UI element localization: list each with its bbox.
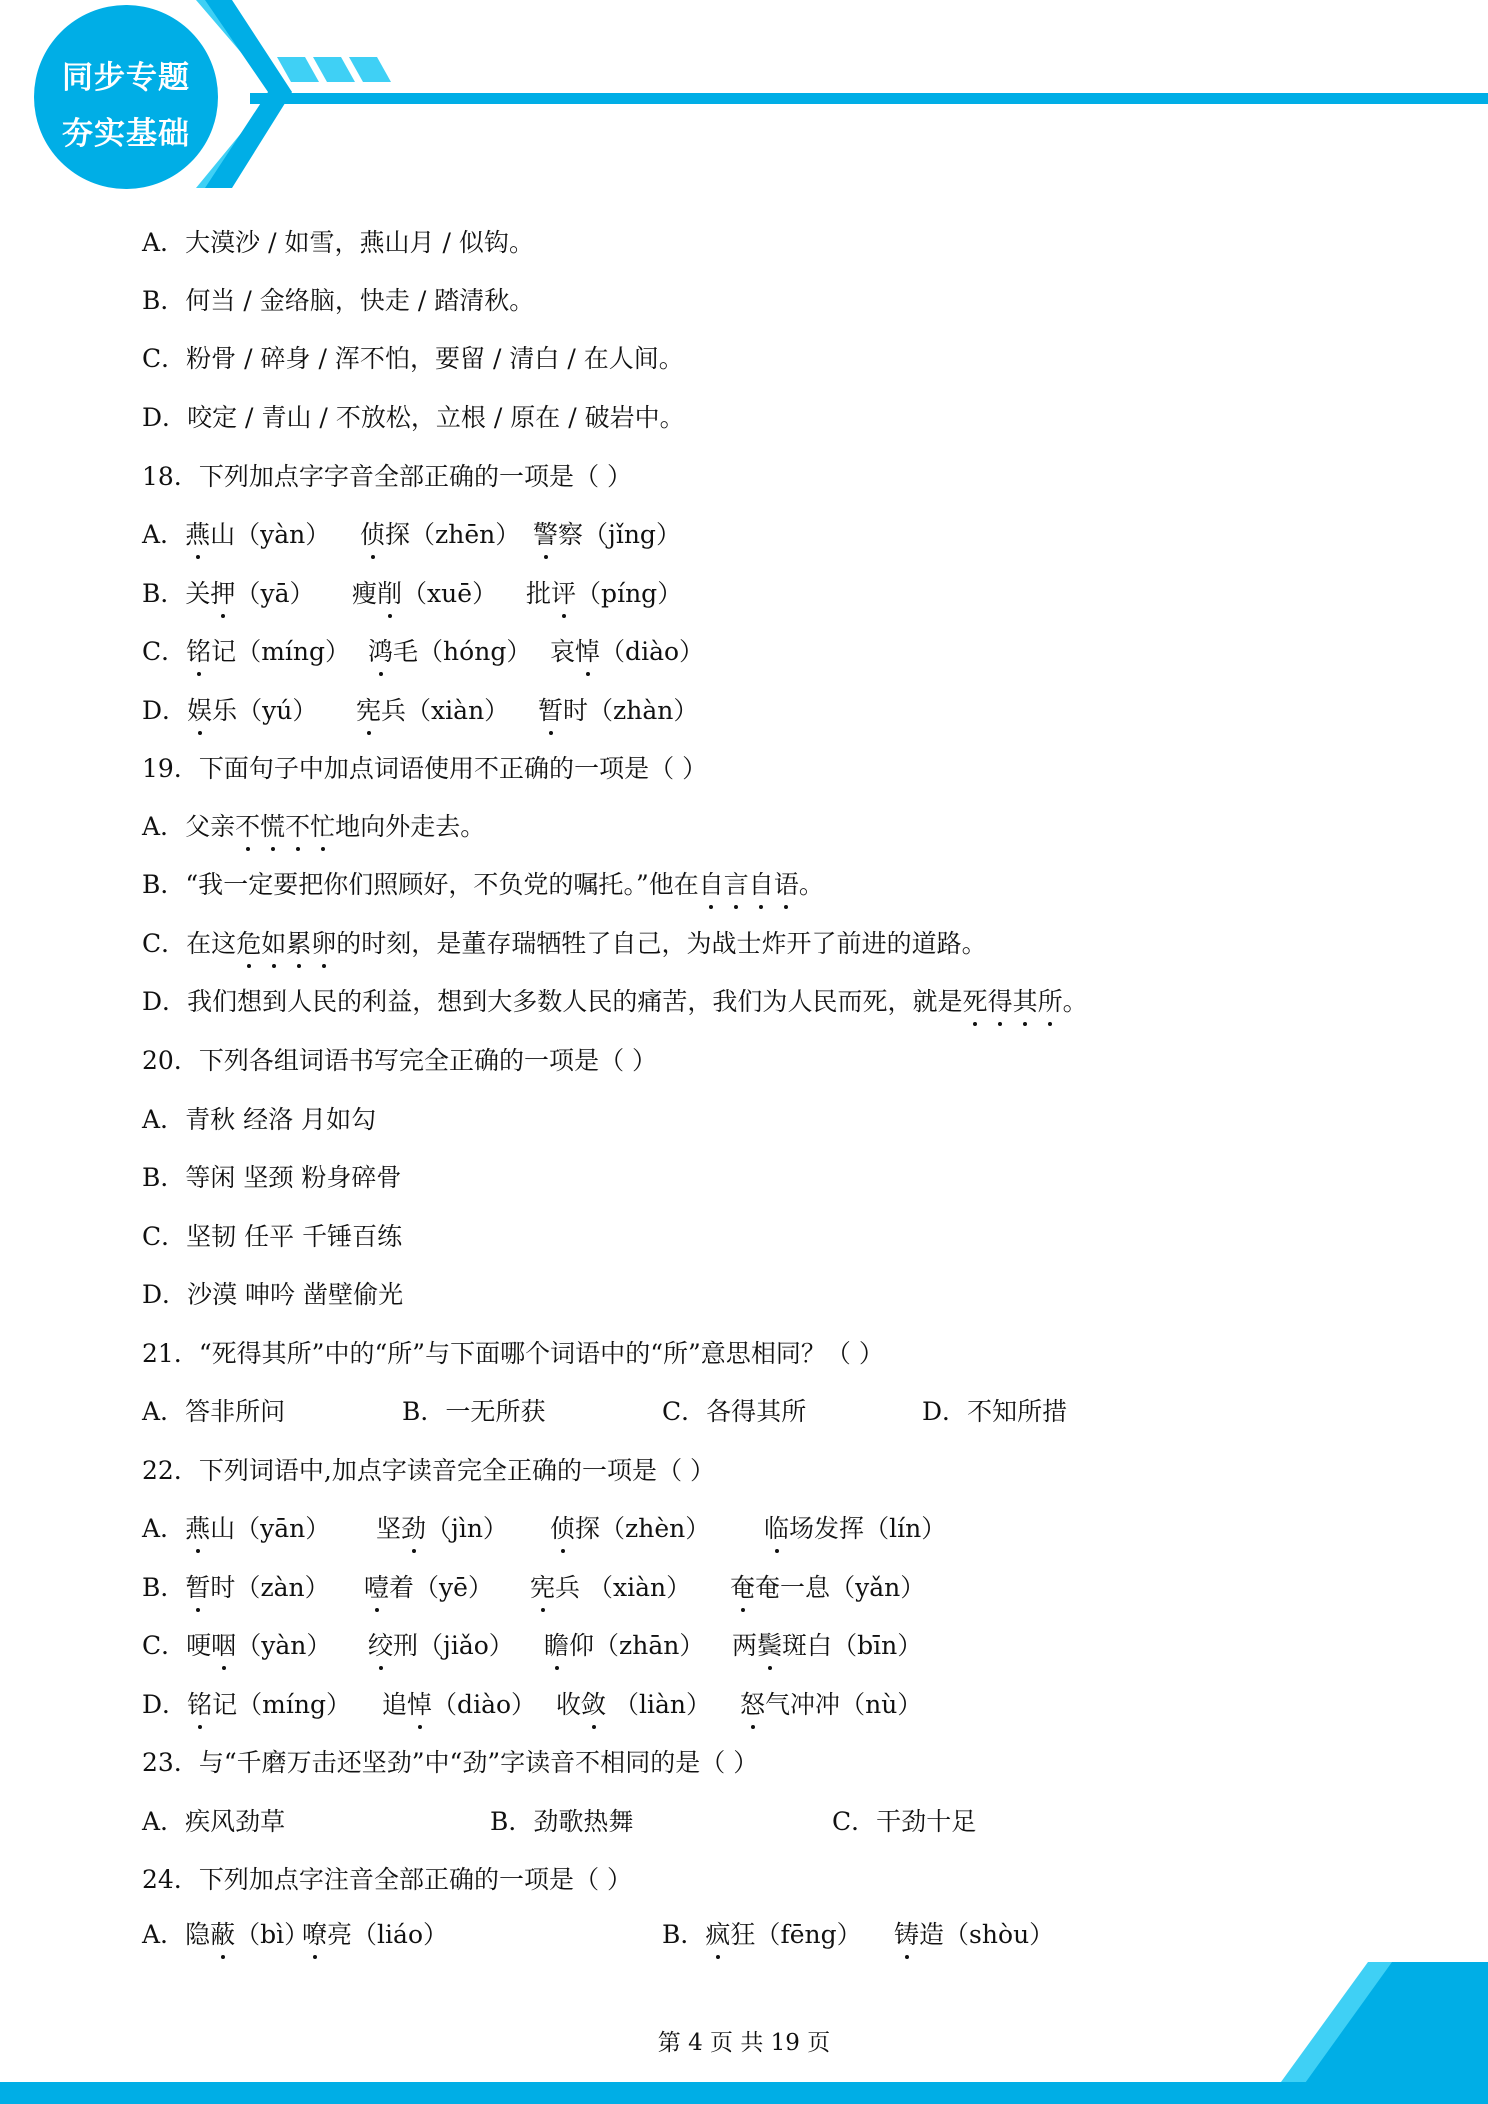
line-segment: A．燕山（yàn）	[142, 518, 330, 552]
dotted-char: 嘹	[302, 1918, 327, 1952]
line-segment: C．粉骨 / 碎身 / 浑不怕，要留 / 清白 / 在人间。	[142, 344, 684, 373]
dotted-char: 得	[988, 985, 1013, 1019]
header-stripe-2	[313, 57, 355, 82]
line-segment: 嘹亮（liáo）	[302, 1918, 448, 1952]
dotted-char: 敛	[581, 1688, 606, 1722]
dotted-char: 燕	[185, 1512, 210, 1546]
dotted-char: 悼	[407, 1688, 432, 1722]
line-segment: 绞刑（jiǎo）	[368, 1629, 514, 1663]
dotted-char: 噎	[364, 1571, 389, 1605]
dotted-char: 忙	[310, 810, 335, 844]
dotted-char: 宪	[356, 694, 381, 728]
line-segment: 批评（píng）	[526, 577, 682, 611]
header-stripe-3	[349, 57, 391, 82]
line-segment: C．哽咽（yàn）	[142, 1629, 331, 1663]
line-segment: B．一无所获	[402, 1397, 546, 1426]
dotted-char: 劲	[401, 1512, 426, 1546]
dotted-char: 铭	[187, 1688, 212, 1722]
line-segment: B．劲歌热舞	[490, 1807, 634, 1836]
dotted-char: 慌	[260, 810, 285, 844]
dotted-char: 铭	[186, 635, 211, 669]
line-segment: D．铭记（míng）	[142, 1688, 351, 1722]
dotted-char: 绞	[368, 1629, 393, 1663]
dotted-char: 不	[235, 810, 260, 844]
badge-line-2: 夯实基础	[62, 116, 190, 152]
dotted-char: 所	[1038, 985, 1063, 1019]
line-segment: B．关押（yā）	[142, 577, 314, 611]
line-segment: C．干劲十足	[832, 1807, 977, 1836]
line-segment: 23．与“千磨万击还坚劲”中“劲”字读音不相同的是（ ）	[142, 1748, 759, 1777]
line-segment: 噎着（yē）	[364, 1571, 493, 1605]
line-segment: B．暂时（zàn）	[142, 1571, 330, 1605]
dotted-char: 自	[749, 868, 774, 902]
line-segment: D．沙漠 呻吟 凿壁偷光	[142, 1280, 404, 1309]
dotted-char: 不	[285, 810, 310, 844]
dotted-char: 削	[377, 577, 402, 611]
dotted-char: 鬓	[757, 1629, 782, 1663]
line-segment: A．答非所问	[142, 1397, 286, 1426]
line-segment: 18．下列加点字字音全部正确的一项是（ ）	[142, 462, 633, 491]
dotted-char: 悼	[575, 635, 600, 669]
line-segment: A．燕山（yān）	[142, 1512, 330, 1546]
line-segment: 侦探（zhēn）	[360, 518, 520, 552]
line-segment: D．我们想到人民的利益，想到大多数人民的痛苦，我们为人民而死，就是死得其所。	[142, 985, 1088, 1019]
line-segment: 收敛 （liàn）	[556, 1688, 711, 1722]
header-rule	[250, 93, 1488, 104]
line-segment: C．各得其所	[662, 1397, 807, 1426]
dotted-char: 死	[963, 985, 988, 1019]
dotted-char: 押	[210, 577, 235, 611]
dotted-char: 危	[236, 927, 261, 961]
line-segment: 追悼（diào）	[382, 1688, 536, 1722]
line-segment: A．大漠沙 / 如雪，燕山月 / 似钩。	[142, 228, 534, 257]
dotted-char: 其	[1013, 985, 1038, 1019]
header-banner	[0, 0, 1488, 200]
line-segment: 怒气冲冲（nù）	[740, 1688, 922, 1722]
header-stripe-1	[277, 57, 319, 82]
dotted-char: 铸	[894, 1918, 919, 1952]
header-badge-circle	[34, 5, 218, 189]
dotted-char: 侦	[360, 518, 385, 552]
badge-line-1: 同步专题	[62, 60, 190, 96]
dotted-char: 燕	[185, 518, 210, 552]
line-segment: C．铭记（míng）	[142, 635, 350, 669]
dotted-char: 语	[774, 868, 799, 902]
line-segment: B．疯狂（fēng）	[662, 1918, 862, 1952]
dotted-char: 如	[261, 927, 286, 961]
line-segment: D．咬定 / 青山 / 不放松，立根 / 原在 / 破岩中。	[142, 403, 685, 432]
dotted-char: 卵	[311, 927, 336, 961]
line-segment: 坚劲（jìn）	[376, 1512, 508, 1546]
line-segment: 20．下列各组词语书写完全正确的一项是（ ）	[142, 1046, 658, 1075]
line-segment: 21．“死得其所”中的“所”与下面哪个词语中的“所”意思相同？（ ）	[142, 1339, 884, 1368]
line-segment: B．何当 / 金络脑，快走 / 踏清秋。	[142, 286, 535, 315]
line-segment: 临场发挥（lín）	[764, 1512, 946, 1546]
line-segment: 鸿毛（hóng）	[368, 635, 531, 669]
dotted-char: 评	[551, 577, 576, 611]
dotted-char: 咽	[211, 1629, 236, 1663]
dotted-char: 暂	[185, 1571, 210, 1605]
line-segment: 奄奄一息（yǎn）	[730, 1571, 925, 1605]
line-segment: A．疾风劲草	[142, 1807, 286, 1836]
line-segment: 两鬓斑白（bīn）	[732, 1629, 922, 1663]
line-segment: 瘦削（xuē）	[352, 577, 497, 611]
dotted-char: 奄	[730, 1571, 755, 1605]
line-segment: 19．下面句子中加点词语使用不正确的一项是（ ）	[142, 754, 708, 783]
line-segment: 哀悼（diào）	[550, 635, 704, 669]
dotted-char: 鸿	[368, 635, 393, 669]
dotted-char: 言	[724, 868, 749, 902]
line-segment: A．隐蔽（bì）	[142, 1918, 309, 1952]
dotted-char: 瞻	[544, 1629, 569, 1663]
dotted-char: 临	[764, 1512, 789, 1546]
dotted-char: 宪	[530, 1571, 555, 1605]
line-segment: 22．下列词语中,加点字读音完全正确的一项是（ ）	[142, 1456, 716, 1485]
line-segment: B．“我一定要把你们照顾好，不负党的嘱托。”他在自言自语。	[142, 868, 824, 902]
dotted-char: 疯	[705, 1918, 730, 1952]
page-number: 第 4 页 共 19 页	[657, 2030, 831, 2056]
line-segment: D．娱乐（yú）	[142, 694, 317, 728]
line-segment: 宪兵（xiàn）	[356, 694, 509, 728]
line-segment: C．在这危如累卵的时刻，是董存瑞牺牲了自己，为战士炸开了前进的道路。	[142, 927, 987, 961]
line-segment: B．等闲 坚颈 粉身碎骨	[142, 1163, 402, 1192]
line-segment: 24．下列加点字注音全部正确的一项是（ ）	[142, 1865, 633, 1894]
line-segment: A．青秋 经洛 月如勾	[142, 1105, 377, 1134]
footer-rule	[0, 2082, 1488, 2104]
dotted-char: 侦	[550, 1512, 575, 1546]
line-segment: A．父亲不慌不忙地向外走去。	[142, 810, 485, 844]
line-segment: 瞻仰（zhān）	[544, 1629, 704, 1663]
line-segment: C．坚韧 任平 千锤百练	[142, 1222, 403, 1251]
dotted-char: 累	[286, 927, 311, 961]
line-segment: 警察（jǐng）	[533, 518, 681, 552]
dotted-char: 怒	[740, 1688, 765, 1722]
line-segment: 铸造（shòu）	[894, 1918, 1054, 1952]
dotted-char: 蔽	[210, 1918, 235, 1952]
line-segment: 宪兵 （xiàn）	[530, 1571, 691, 1605]
dotted-char: 自	[699, 868, 724, 902]
line-segment: 暂时（zhàn）	[538, 694, 698, 728]
line-segment: D．不知所措	[922, 1397, 1068, 1426]
dotted-char: 暂	[538, 694, 563, 728]
dotted-char: 娱	[187, 694, 212, 728]
line-segment: 侦探（zhèn）	[550, 1512, 710, 1546]
dotted-char: 警	[533, 518, 558, 552]
